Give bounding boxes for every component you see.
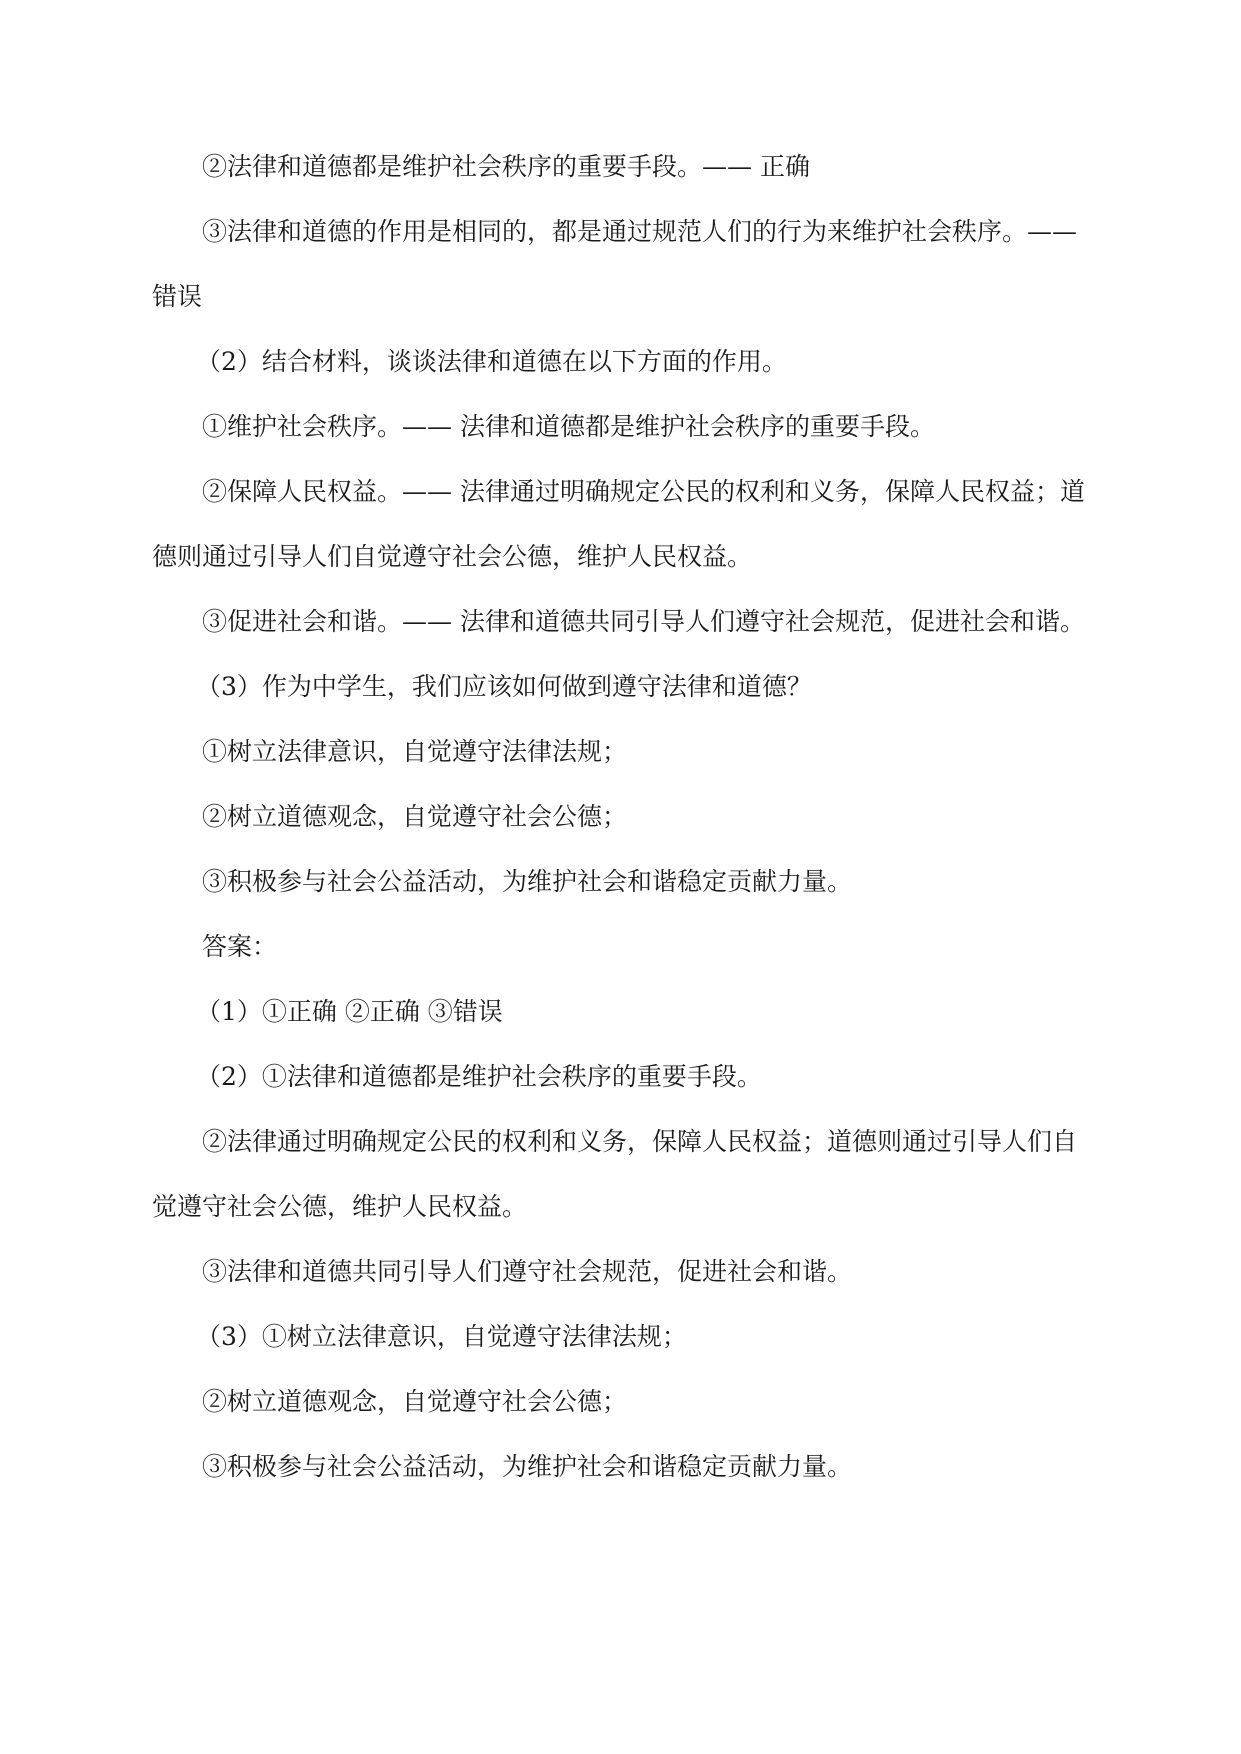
paragraph: ③法律和道德的作用是相同的，都是通过规范人们的行为来维护社会秩序。——错误 [152,217,1078,311]
paragraph: ③积极参与社会公益活动，为维护社会和谐稳定贡献力量。 [202,1452,853,1481]
paragraph: ①树立法律意识，自觉遵守法律法规； [202,737,628,766]
paragraph: ②法律通过明确规定公民的权利和义务，保障人民权益；道德则通过引导人们自觉遵守社会公德，维护人民权益。 [152,1127,1078,1221]
paragraph: ③促进社会和谐。—— 法律和道德共同引导人们遵守社会规范，促进社会和谐。 [202,607,1085,636]
paragraph: ②树立道德观念，自觉遵守社会公德； [202,1387,628,1416]
paragraph: ③积极参与社会公益活动，为维护社会和谐稳定贡献力量。 [202,867,853,896]
paragraph: ①维护社会秩序。—— 法律和道德都是维护社会秩序的重要手段。 [202,412,935,441]
paragraph: ③法律和道德共同引导人们遵守社会规范，促进社会和谐。 [202,1257,853,1286]
paragraph: ②树立道德观念，自觉遵守社会公德； [202,802,628,831]
paragraph: （3）①树立法律意识，自觉遵守法律法规； [196,1322,687,1351]
paragraph: ②保障人民权益。—— 法律通过明确规定公民的权利和义务，保障人民权益；道德则通过引导人们自觉遵守社会公德，维护人民权益。 [152,477,1085,571]
paragraph: （1）①正确 ②正确 ③错误 [196,997,503,1026]
paragraph: （2）结合材料，谈谈法律和道德在以下方面的作用。 [196,347,787,376]
paragraph: （3）作为中学生，我们应该如何做到遵守法律和道德？ [196,672,812,701]
paragraph: ②法律和道德都是维护社会秩序的重要手段。—— 正确 [202,152,810,181]
answer-heading: 答案： [202,932,278,961]
paragraph: （2）①法律和道德都是维护社会秩序的重要手段。 [196,1062,762,1091]
